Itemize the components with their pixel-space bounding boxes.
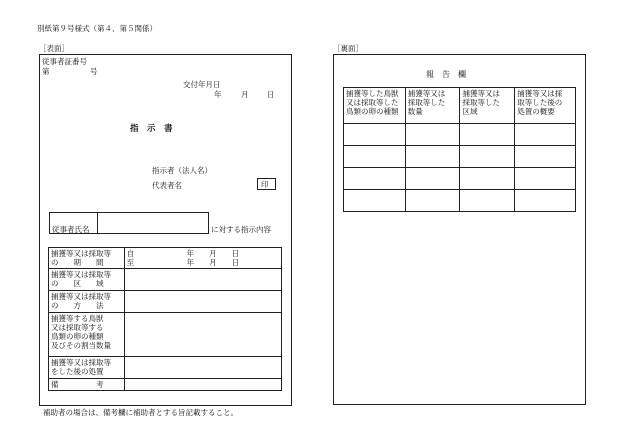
table-row (49, 269, 282, 291)
disposal-label: 捕獲等又は採取等 をした後の処置 (49, 357, 125, 379)
species-value[interactable] (124, 313, 281, 357)
worker-name-divider (97, 212, 98, 234)
report-cell[interactable] (515, 190, 576, 212)
table-row (49, 379, 282, 391)
worker-name-label: 従事者氏名 (52, 225, 90, 234)
report-cell[interactable] (405, 190, 460, 212)
method-label: 捕獲等又は採取等 の 方 法 (49, 291, 125, 313)
representative-label: 代表者名 (152, 181, 182, 190)
remarks-value[interactable] (124, 379, 281, 391)
report-col-quantity: 捕獲等又は 採取等した 数量 (405, 88, 460, 124)
period-label: 捕獲等又は採取等 の 期 間 (49, 248, 125, 269)
report-cell[interactable] (344, 124, 406, 146)
report-cell[interactable] (515, 168, 576, 190)
method-value[interactable] (124, 291, 281, 313)
report-cell[interactable] (405, 124, 460, 146)
report-cell[interactable] (460, 168, 515, 190)
cert-number-label: 従事者証番号 (42, 57, 87, 66)
report-cell[interactable] (405, 146, 460, 168)
species-label: 捕獲等する鳥獣 又は採取等する 鳥類の卵の種類 及びその割当数量 (49, 313, 125, 357)
report-cell[interactable] (344, 168, 406, 190)
instruction-suffix: に対する指示内容 (211, 225, 271, 234)
table-row (49, 291, 282, 313)
table-row (344, 146, 576, 168)
report-cell[interactable] (344, 146, 406, 168)
number-suffix: 号 (90, 67, 98, 76)
back-label: ［裏面］ (333, 44, 363, 53)
issue-date-year: 年 (214, 90, 222, 99)
report-table (343, 87, 576, 212)
report-cell[interactable] (460, 124, 515, 146)
report-cell[interactable] (515, 124, 576, 146)
report-title: 報 告 欄 (426, 70, 466, 79)
table-row (49, 357, 282, 379)
table-row (344, 168, 576, 190)
report-cell[interactable] (344, 190, 406, 212)
remarks-label: 備 考 (49, 379, 125, 391)
seal-mark: 印 (261, 180, 269, 189)
instructor-label: 指示者（法人名） (152, 166, 212, 175)
disposal-value[interactable] (124, 357, 281, 379)
report-cell[interactable] (405, 168, 460, 190)
report-cell[interactable] (515, 146, 576, 168)
footnote: 補助者の場合は、備考欄に補助者とする旨記載すること。 (43, 408, 238, 417)
table-row (49, 313, 282, 357)
instruction-table (48, 247, 282, 391)
report-cell[interactable] (460, 190, 515, 212)
document-title: 指 示 書 (130, 124, 173, 134)
report-header-row (344, 88, 576, 124)
front-label: ［表面］ (39, 44, 69, 53)
table-row (344, 124, 576, 146)
report-col-area: 捕獲等又は 採取等した 区域 (460, 88, 515, 124)
issue-date-label: 交付年月日 (183, 80, 221, 89)
period-value[interactable]: 自 年 月 日 至 年 月 日 (124, 248, 281, 269)
table-row (49, 248, 282, 269)
area-label: 捕獲等又は採取等 の 区 域 (49, 269, 125, 291)
area-value[interactable] (124, 269, 281, 291)
report-col-species: 捕獲等した鳥獣 又は採取等した 鳥類の卵の種類 (344, 88, 406, 124)
report-col-disposal: 捕獲等又は採 取等した後の 処置の概要 (515, 88, 576, 124)
number-prefix: 第 (42, 67, 50, 76)
report-cell[interactable] (460, 146, 515, 168)
table-row (344, 190, 576, 212)
form-number-header: 別紙第９号様式（第４、第５関係） (37, 24, 157, 33)
issue-date-month: 月 (241, 90, 249, 99)
issue-date-day: 日 (267, 90, 275, 99)
